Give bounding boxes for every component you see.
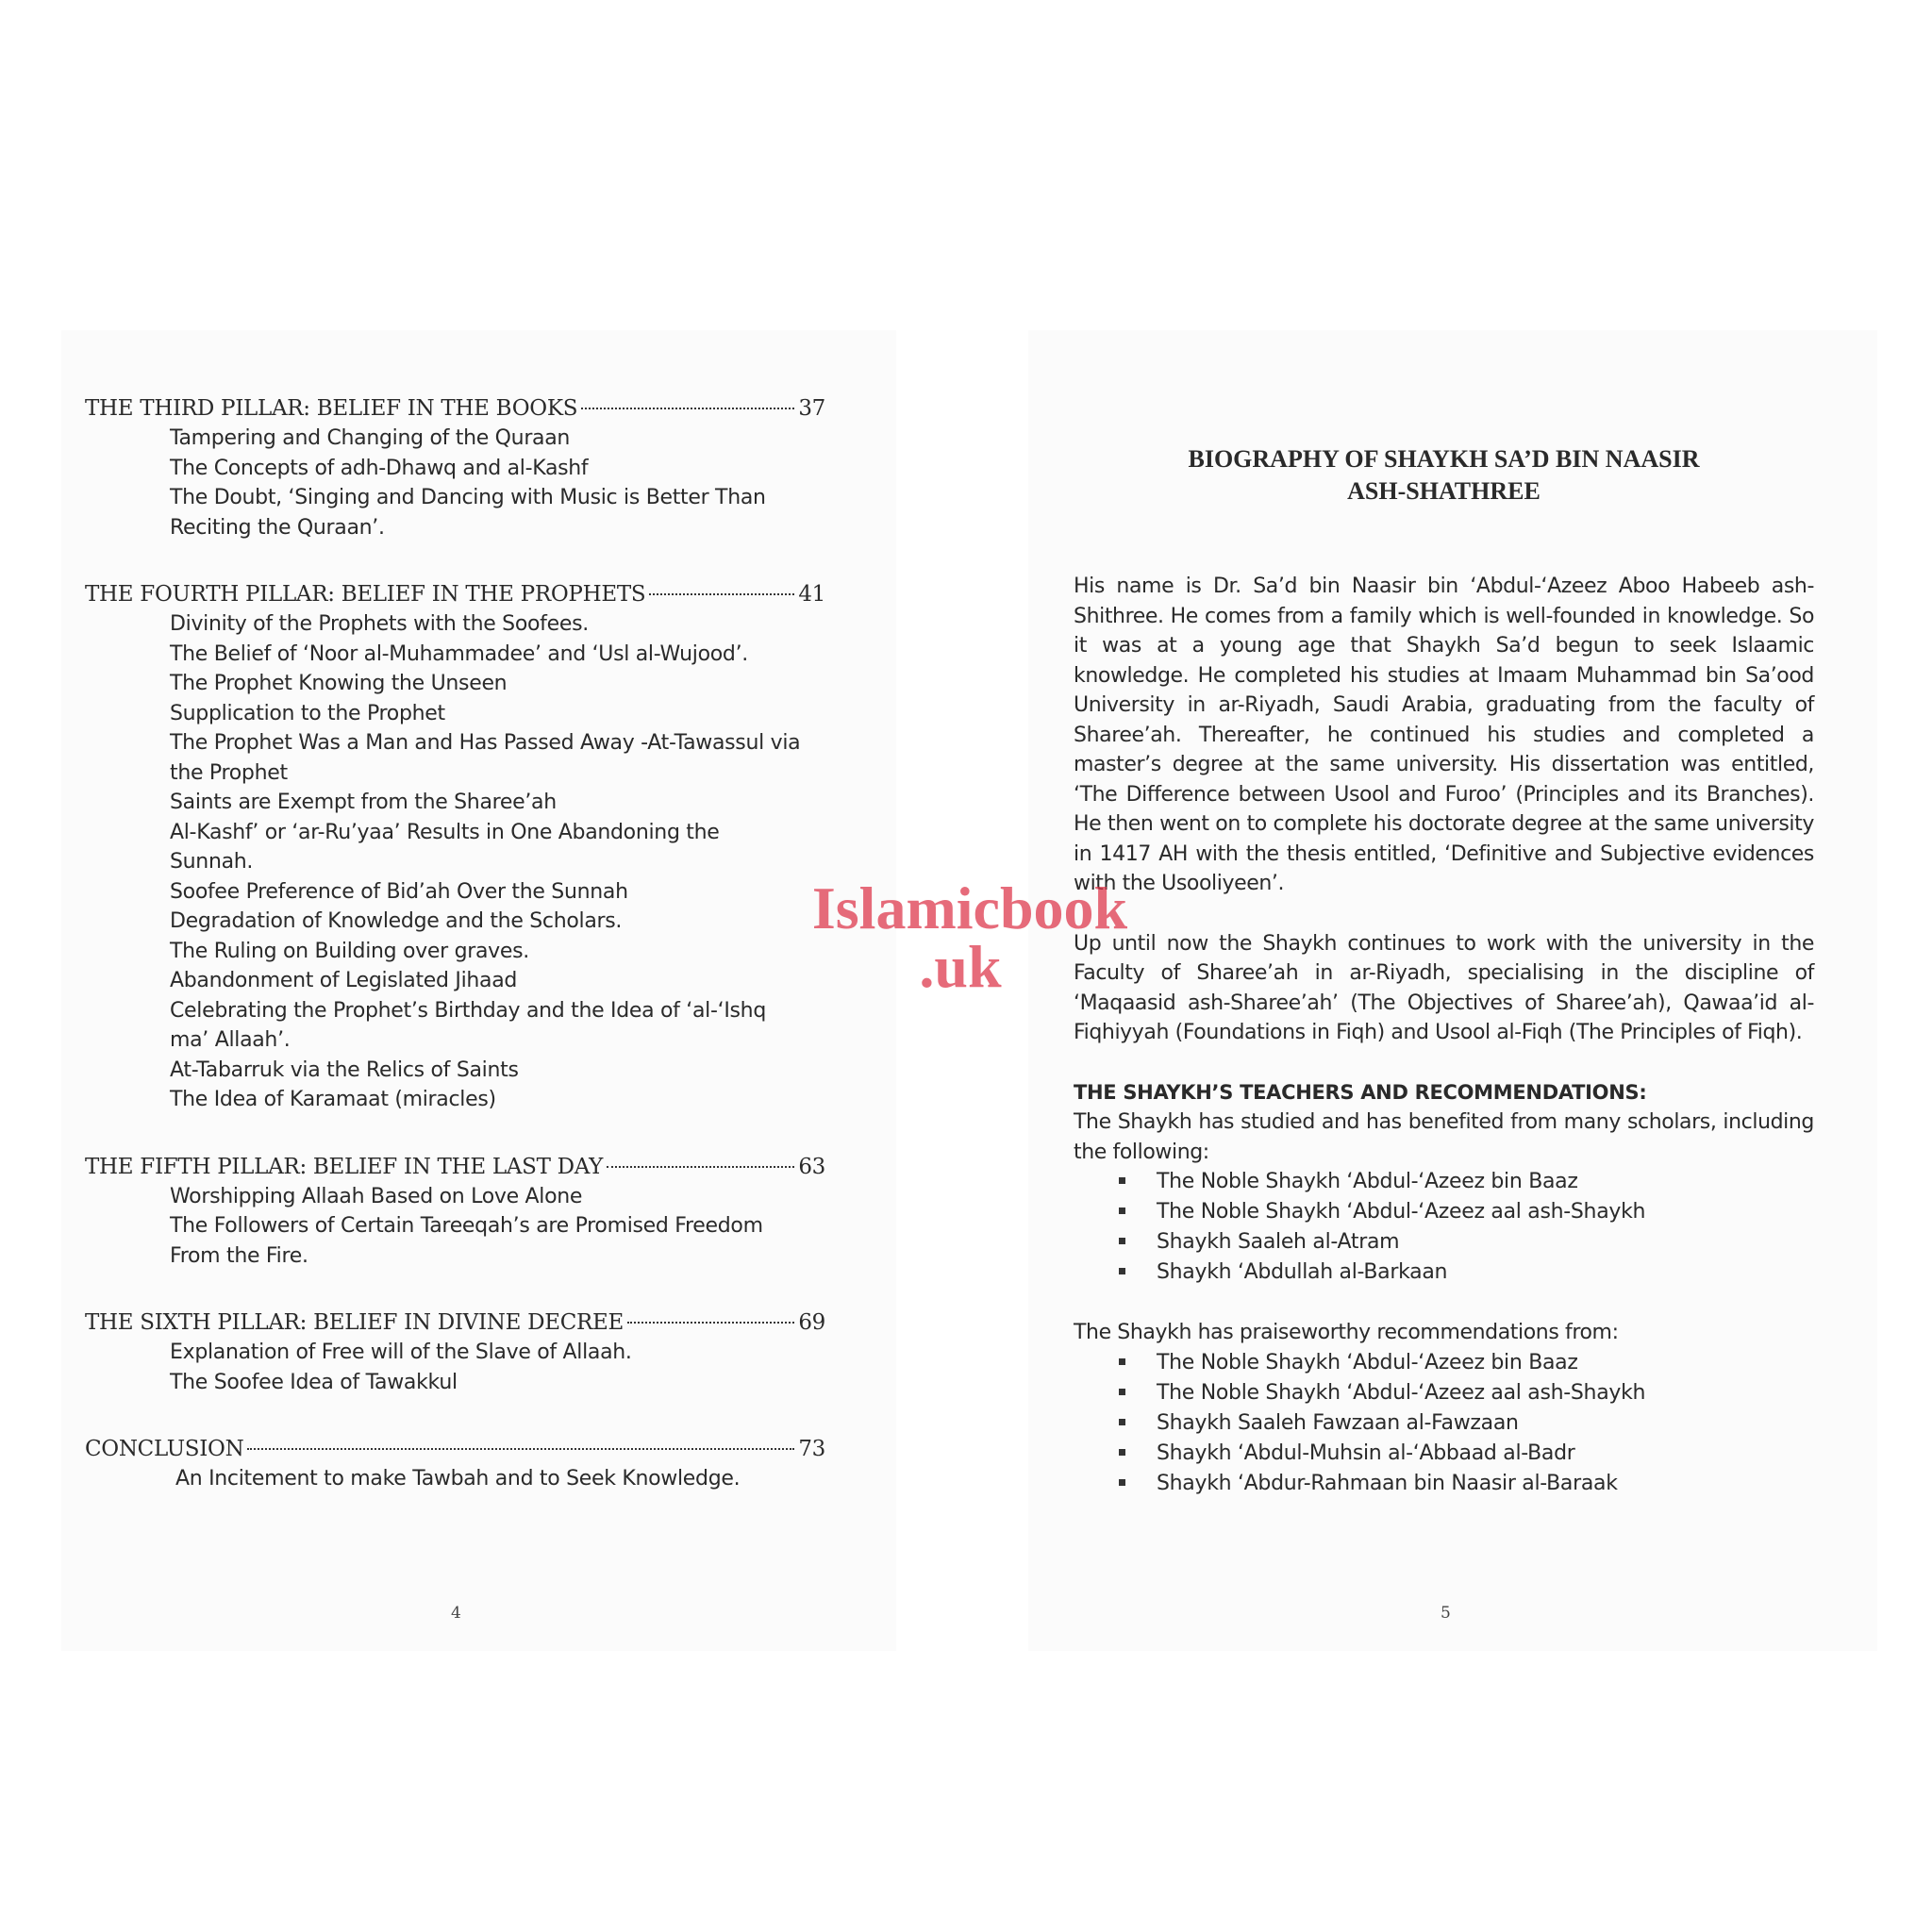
recommender-name: Shaykh Saaleh Fawzaan al-Fawzaan xyxy=(1157,1410,1519,1435)
toc-item: Tampering and Changing of the Quraan xyxy=(170,426,571,450)
table-of-contents xyxy=(85,394,825,1532)
teachers-intro: The Shaykh has studied and has benefited from many scholars, including the following: xyxy=(1074,1110,1814,1164)
toc-item: The Soofee Idea of Tawakkul xyxy=(170,1370,458,1394)
toc-heading xyxy=(85,1435,825,1464)
bullet-icon xyxy=(1119,1268,1125,1274)
recommender-name: The Noble Shaykh ‘Abdul-‘Azeez bin Baaz xyxy=(1157,1350,1578,1374)
toc-item: Divinity of the Prophets with the Soofees. xyxy=(170,612,589,636)
toc-item: The Prophet Knowing the Unseen xyxy=(170,672,508,695)
list-item xyxy=(1119,1469,1814,1499)
toc-heading-title: THE SIXTH PILLAR: BELIEF IN DIVINE DECREE xyxy=(85,1310,625,1335)
toc-heading xyxy=(85,1308,825,1338)
watermark-line: .uk xyxy=(919,933,1002,1000)
list-item xyxy=(1119,1408,1814,1439)
bullet-icon xyxy=(1119,1449,1125,1456)
toc-heading-page: 69 xyxy=(798,1310,825,1335)
biography-title xyxy=(1074,443,1814,508)
page-number-left: 4 xyxy=(451,1604,461,1623)
bullet-icon xyxy=(1119,1208,1125,1214)
teacher-name: The Noble Shaykh ‘Abdul-‘Azeez aal ash-Shaykh xyxy=(1157,1200,1646,1224)
toc-item: The Ruling on Building over graves. xyxy=(170,939,529,963)
toc-item: Degradation of Knowledge and the Scholars. xyxy=(170,909,623,933)
bullet-icon xyxy=(1119,1419,1125,1425)
toc-item: The Prophet Was a Man and Has Passed Away -At-Tawassul via the Prophet xyxy=(170,731,801,785)
teacher-name: Shaykh ‘Abdullah al-Barkaan xyxy=(1157,1260,1448,1284)
toc-item: Explanation of Free will of the Slave of Allaah. xyxy=(170,1341,632,1364)
list-item xyxy=(1119,1348,1814,1378)
list-item xyxy=(1119,1197,1814,1227)
toc-item: The Doubt, ‘Singing and Dancing with Music is Better Than Reciting the Quraan’. xyxy=(170,486,766,540)
watermark xyxy=(800,874,1140,1000)
toc-item: An Incitement to make Tawbah and to Seek Knowledge. xyxy=(175,1467,741,1491)
recommendations-list xyxy=(1074,1348,1814,1499)
toc-sublist xyxy=(85,609,825,1115)
toc-sublist xyxy=(85,1338,825,1397)
toc-heading-title: THE THIRD PILLAR: BELIEF IN THE BOOKS xyxy=(85,396,578,421)
watermark-line: Islamicbook xyxy=(811,874,1128,941)
teacher-name: The Noble Shaykh ‘Abdul-‘Azeez bin Baaz xyxy=(1157,1170,1578,1193)
toc-leader-dots xyxy=(581,408,794,409)
teacher-name: Shaykh Saaleh al-Atram xyxy=(1157,1230,1400,1254)
page-number-right: 5 xyxy=(1441,1604,1451,1623)
list-item xyxy=(1119,1378,1814,1408)
toc-heading-title: CONCLUSION xyxy=(85,1437,244,1461)
bullet-icon xyxy=(1119,1358,1125,1365)
toc-section xyxy=(85,1153,825,1272)
recommender-name: Shaykh ‘Abdul-Muhsin al-‘Abbaad al-Badr xyxy=(1157,1441,1575,1465)
toc-heading-page: 37 xyxy=(798,396,825,421)
bullet-icon xyxy=(1119,1177,1125,1184)
toc-section xyxy=(85,1308,825,1397)
toc-item: The Concepts of adh-Dhawq and al-Kashf xyxy=(170,456,589,480)
toc-item: Saints are Exempt from the Sharee’ah xyxy=(170,791,557,814)
toc-item: Celebrating the Prophet’s Birthday and the Idea of ‘al-‘Ishq ma’ Allaah’. xyxy=(170,998,766,1052)
toc-item: Al-Kashf’ or ‘ar-Ru’yaa’ Results in One Abandoning the Sunnah. xyxy=(170,820,720,874)
toc-section xyxy=(85,1435,825,1494)
biography-title-line: BIOGRAPHY OF SHAYKH SA’D BIN NAASIR xyxy=(1188,445,1700,473)
toc-heading-page: 41 xyxy=(798,582,825,607)
toc-heading-page: 63 xyxy=(798,1154,825,1179)
toc-section xyxy=(85,580,825,1115)
toc-leader-dots xyxy=(607,1166,794,1168)
toc-leader-dots xyxy=(247,1448,794,1450)
toc-section xyxy=(85,394,825,542)
toc-item: Abandonment of Legislated Jihaad xyxy=(170,969,518,992)
recommender-name: Shaykh ‘Abdur-Rahmaan bin Naasir al-Baraak xyxy=(1157,1471,1618,1495)
bullet-icon xyxy=(1119,1238,1125,1244)
biography-paragraph: His name is Dr. Sa’d bin Naasir bin ‘Abdul-‘Azeez Aboo Habeeb ash-Shithree. He comes from a family which is well-founded in knowledge. So it was at a young age that Shaykh Sa’d begun to seek Islaamic knowledge. He completed his studies at Imaam Muhammad bin Sa’ood University in ar-Riyadh, Saudi Arabia, graduating from the faculty of Sharee’ah. Thereafter, he continued his studies and completed a master’s degree at the same university. His dissertation was entitled, ‘The Difference between Usool and Furoo’ (Principles and its Branches). He then went on to complete his doctorate degree at the same university in 1417 AH with the thesis entitled, ‘Definitive and Subjective evidences with the Usooliyeen’. xyxy=(1074,575,1814,895)
toc-heading-title: THE FIFTH PILLAR: BELIEF IN THE LAST DAY xyxy=(85,1154,604,1179)
recommendations-intro: The Shaykh has praiseworthy recommendations from: xyxy=(1074,1321,1619,1344)
toc-heading xyxy=(85,394,825,424)
toc-item: The Followers of Certain Tareeqah’s are Promised Freedom From the Fire. xyxy=(170,1214,763,1268)
list-item xyxy=(1119,1227,1814,1257)
bullet-icon xyxy=(1119,1479,1125,1486)
toc-heading-title: THE FOURTH PILLAR: BELIEF IN THE PROPHETS xyxy=(85,582,646,607)
recommender-name: The Noble Shaykh ‘Abdul-‘Azeez aal ash-Shaykh xyxy=(1157,1380,1646,1405)
toc-item: At-Tabarruk via the Relics of Saints xyxy=(170,1058,519,1082)
toc-leader-dots xyxy=(649,593,794,595)
toc-sublist xyxy=(85,424,825,542)
toc-item: Worshipping Allaah Based on Love Alone xyxy=(170,1184,583,1208)
biography-paragraph: Up until now the Shaykh continues to work with the university in the Faculty of Sharee’ah in ar-Riyadh, specialising in the discipline of ‘Maqaasid ash-Sharee’ah’ (The Objectives of Sharee’ah), Qawaa’id al-Fiqhiyyah (Foundations in Fiqh) and Usool al-Fiqh (The Principles of Fiqh). xyxy=(1074,931,1814,1044)
toc-sublist xyxy=(85,1464,825,1494)
list-item xyxy=(1119,1167,1814,1197)
toc-item: Supplication to the Prophet xyxy=(170,701,445,725)
toc-sublist xyxy=(85,1182,825,1272)
toc-leader-dots xyxy=(627,1322,794,1324)
teachers-heading: THE SHAYKH’S TEACHERS AND RECOMMENDATIONS: xyxy=(1074,1080,1647,1104)
bullet-icon xyxy=(1119,1389,1125,1395)
toc-item: The Idea of Karamaat (miracles) xyxy=(170,1088,496,1111)
toc-heading xyxy=(85,580,825,609)
toc-heading xyxy=(85,1153,825,1182)
toc-item: Soofee Preference of Bid’ah Over the Sunnah xyxy=(170,879,628,904)
toc-heading-page: 73 xyxy=(798,1437,825,1461)
biography xyxy=(1074,443,1814,1529)
biography-title-line: ASH-SHATHREE xyxy=(1347,477,1541,505)
teachers-list xyxy=(1074,1167,1814,1288)
toc-item: The Belief of ‘Noor al-Muhammadee’ and ‘Usl al-Wujood’. xyxy=(170,641,748,666)
list-item xyxy=(1119,1439,1814,1469)
list-item xyxy=(1119,1257,1814,1288)
